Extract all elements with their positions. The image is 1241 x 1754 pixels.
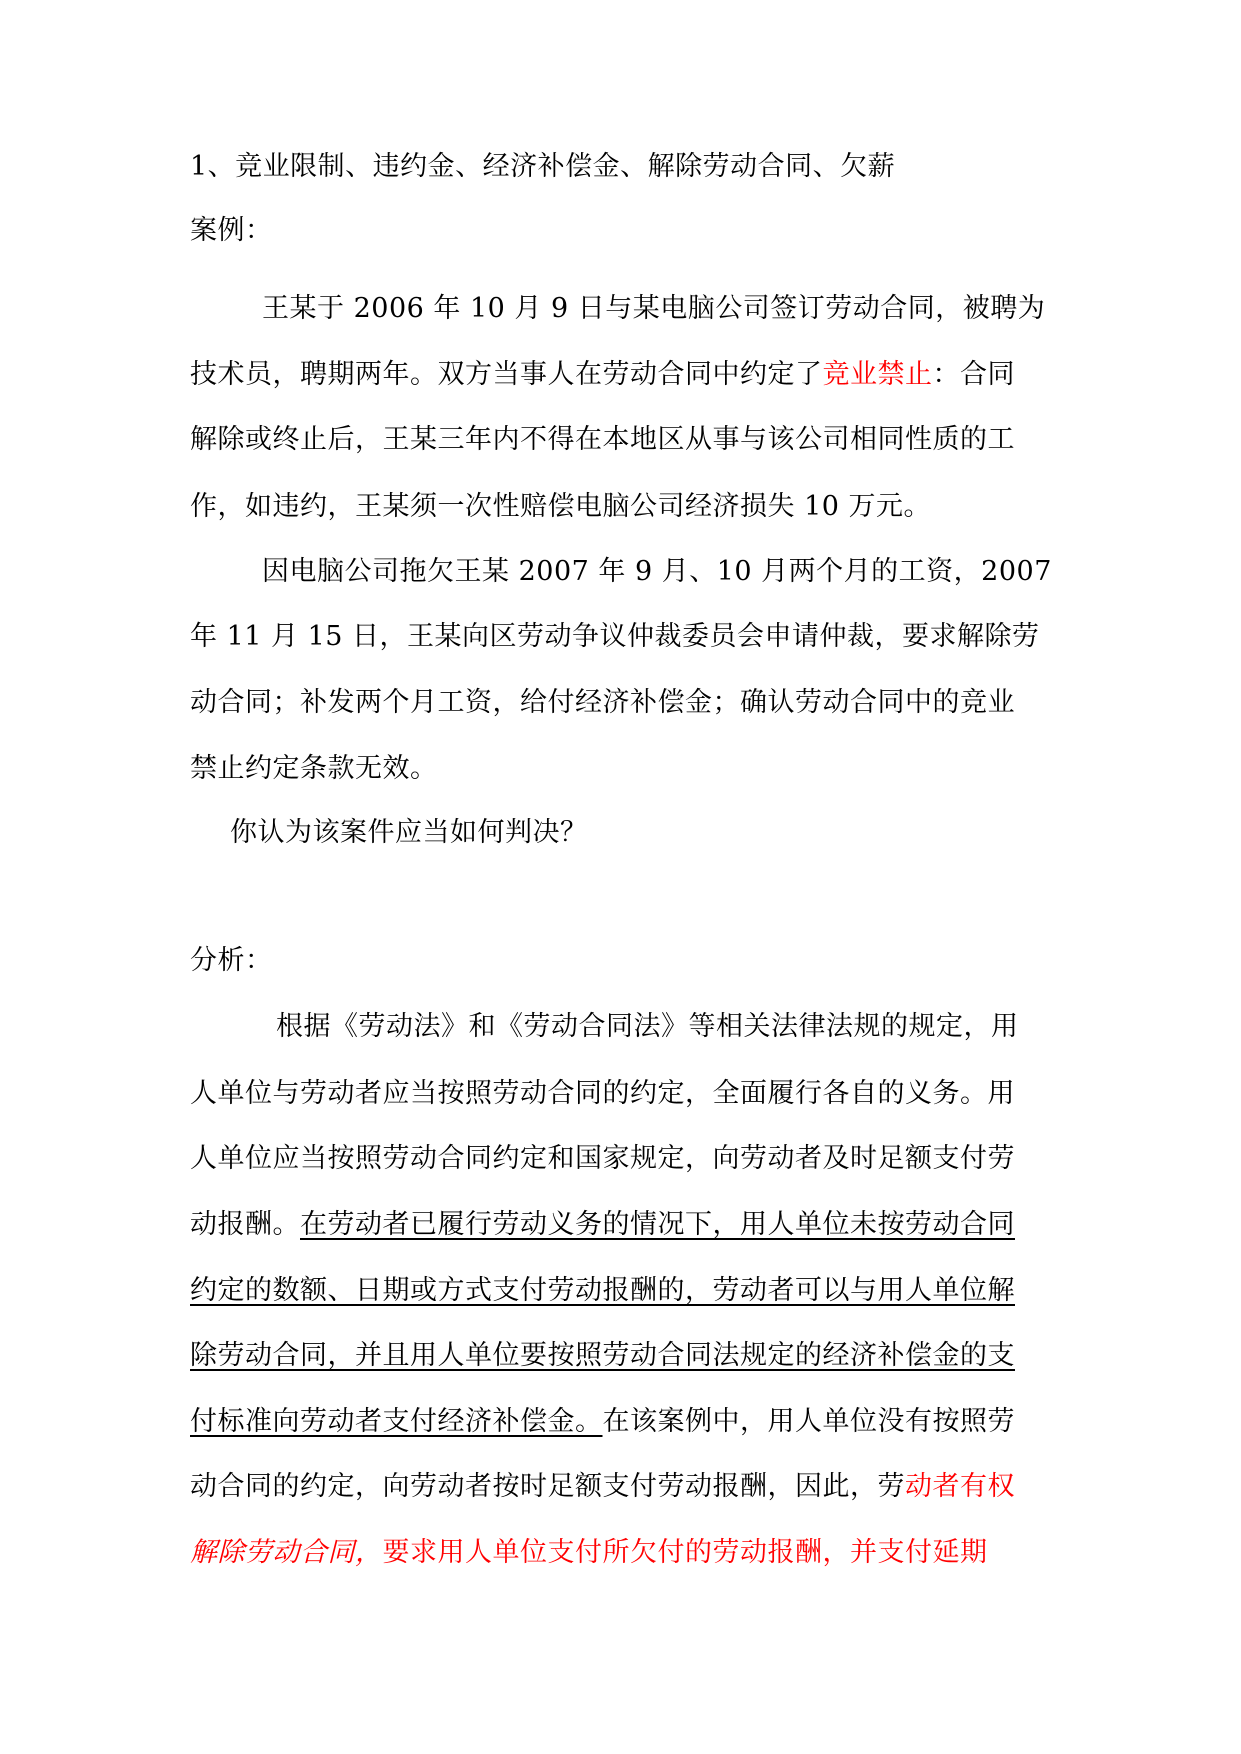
analysis-label: 分析： <box>190 945 273 976</box>
analysis-line-3: 人单位应当按照劳动合同约定和国家规定，向劳动者及时足额支付劳 <box>190 1143 1015 1174</box>
analysis-line-7 <box>190 1405 1015 1439</box>
case-paragraph-1-line-4: 作，如违约，王某须一次性赔偿电脑公司经济损失 10 万元。 <box>190 491 932 522</box>
analysis-line-8 <box>190 1470 1015 1504</box>
analysis-text: 动合同的约定，向劳动者按时足额支付劳动报酬，因此，劳 <box>190 1471 905 1502</box>
highlight-demand-payment: 要求用人单位支付所欠付的劳动报酬，并支付延期 <box>382 1537 988 1568</box>
case-text: 技术员，聘期两年。双方当事人在劳动合同中约定了 <box>190 359 823 390</box>
highlight-non-compete: 竞业禁止 <box>822 359 933 390</box>
highlight-terminate-contract: 解除劳动合同， <box>190 1537 383 1568</box>
analysis-text: 在该案例中，用人单位没有按照劳 <box>602 1406 1015 1437</box>
case-paragraph-2-line-3: 动合同；补发两个月工资，给付经济补偿金；确认劳动合同中的竞业 <box>190 687 1015 718</box>
heading: 1、竞业限制、违约金、经济补偿金、解除劳动合同、欠薪 <box>190 151 896 182</box>
analysis-line-6-underlined: 除劳动合同，并且用人单位要按照劳动合同法规定的经济补偿金的支 <box>190 1340 1015 1371</box>
case-paragraph-1-line-2 <box>190 358 1015 392</box>
analysis-line-4 <box>190 1208 1015 1242</box>
case-paragraph-2-line-2: 年 11 月 15 日，王某向区劳动争议仲裁委员会申请仲裁，要求解除劳 <box>190 621 1040 652</box>
case-paragraph-1-line-3: 解除或终止后，王某三年内不得在本地区从事与该公司相同性质的工 <box>190 424 1015 455</box>
question: 你认为该案件应当如何判决？ <box>230 817 588 848</box>
analysis-line-9 <box>190 1536 988 1570</box>
underlined-text: 在劳动者已履行劳动义务的情况下，用人单位未按劳动合同 <box>300 1209 1015 1240</box>
case-label: 案例： <box>190 215 273 246</box>
analysis-line-1: 根据《劳动法》和《劳动合同法》等相关法律法规的规定，用 <box>276 1011 1019 1042</box>
analysis-line-5-underlined: 约定的数额、日期或方式支付劳动报酬的，劳动者可以与用人单位解 <box>190 1275 1015 1306</box>
analysis-line-2: 人单位与劳动者应当按照劳动合同的约定，全面履行各自的义务。用 <box>190 1078 1015 1109</box>
case-paragraph-2-line-4: 禁止约定条款无效。 <box>190 753 438 784</box>
analysis-text: 动报酬。 <box>190 1209 300 1240</box>
highlight-worker-right: 动者有权 <box>905 1471 1015 1502</box>
underlined-text: 付标准向劳动者支付经济补偿金。 <box>190 1406 603 1437</box>
case-text: ：合同 <box>932 359 1015 390</box>
case-paragraph-1-line-1: 王某于 2006 年 10 月 9 日与某电脑公司签订劳动合同，被聘为 <box>262 293 1046 324</box>
case-paragraph-2-line-1: 因电脑公司拖欠王某 2007 年 9 月、10 月两个月的工资，2007 <box>262 556 1052 587</box>
